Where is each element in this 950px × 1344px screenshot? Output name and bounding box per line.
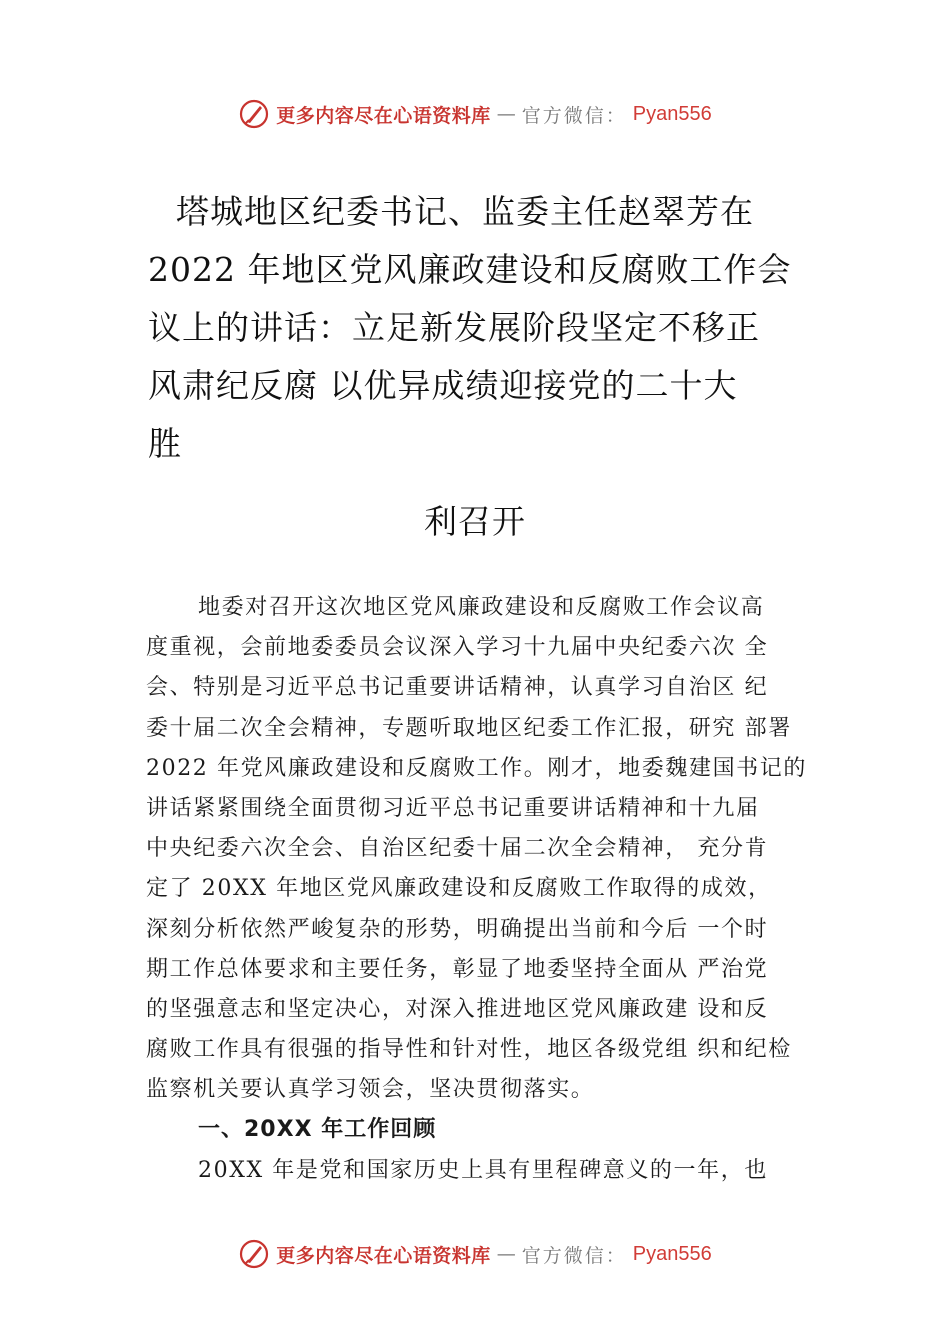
body-line: 会、特别是习近平总书记重要讲话精神，认真学习自治区 纪 (146, 675, 769, 701)
body-line: 监察机关要认真学习领会，坚决贯彻落实。 (146, 1077, 595, 1103)
footer-banner (0, 1234, 950, 1274)
body-line: 委十届二次全会精神，专题听取地区纪委工作汇报，研究 部署 (146, 715, 792, 741)
title-line: 2022 年地区党风廉政建设和反腐败工作会 (148, 250, 792, 289)
brand-text: 更多内容尽在心语资料库 (276, 104, 491, 127)
banner-separator: — (496, 1243, 516, 1265)
wechat-id: Pyan556 (632, 1242, 712, 1265)
body-line: 讲话紧紧围绕全面贯彻习近平总书记重要讲话精神和十九届 (146, 795, 760, 821)
body-line: 期工作总体要求和主要任务，彰显了地委坚持全面从 严治党 (146, 956, 769, 982)
quill-logo-icon (238, 98, 270, 130)
body-line: 2022 年党风廉政建设和反腐败工作。刚才，地委魏建国书记的 (146, 755, 807, 781)
body-line: 的坚强意志和坚定决心，对深入推进地区党风廉政建 设和反 (146, 996, 769, 1022)
document-body (146, 588, 836, 1191)
body-line: 20XX 年是党和国家历史上具有里程碑意义的一年，也 (198, 1157, 768, 1183)
title-end-line: 利召开 (424, 502, 526, 541)
title-line: 胜 (148, 424, 182, 463)
wechat-label: 官方微信： (521, 104, 627, 127)
title-line: 议上的讲话：立足新发展阶段坚定不移正 (148, 308, 760, 347)
body-line: 深刻分析依然严峻复杂的形势，明确提出当前和今后 一个时 (146, 916, 769, 942)
quill-logo-icon (238, 1238, 270, 1270)
document-title (148, 183, 808, 473)
section-heading: 一、20XX 年工作回顾 (198, 1117, 437, 1143)
body-line: 定了 20XX 年地区党风廉政建设和反腐败工作取得的成效， (146, 876, 772, 902)
brand-text: 更多内容尽在心语资料库 (276, 1244, 491, 1267)
wechat-label: 官方微信： (521, 1244, 627, 1267)
body-line: 地委对召开这次地区党风廉政建设和反腐败工作会议高 (198, 595, 765, 620)
title-line: 风肃纪反腐 以优异成绩迎接党的二十大 (148, 366, 738, 405)
body-line: 中央纪委六次全会、自治区纪委十届二次全会精神， 充分肯 (146, 836, 769, 862)
body-line: 腐败工作具有很强的指导性和针对性，地区各级党组 织和纪检 (146, 1037, 792, 1063)
header-banner (0, 94, 950, 134)
body-line: 度重视，会前地委委员会议深入学习十九届中央纪委六次 全 (146, 635, 769, 661)
title-line: 塔城地区纪委书记、监委主任赵翠芳在 (176, 192, 754, 231)
banner-separator: — (496, 103, 516, 125)
wechat-id: Pyan556 (632, 102, 712, 125)
